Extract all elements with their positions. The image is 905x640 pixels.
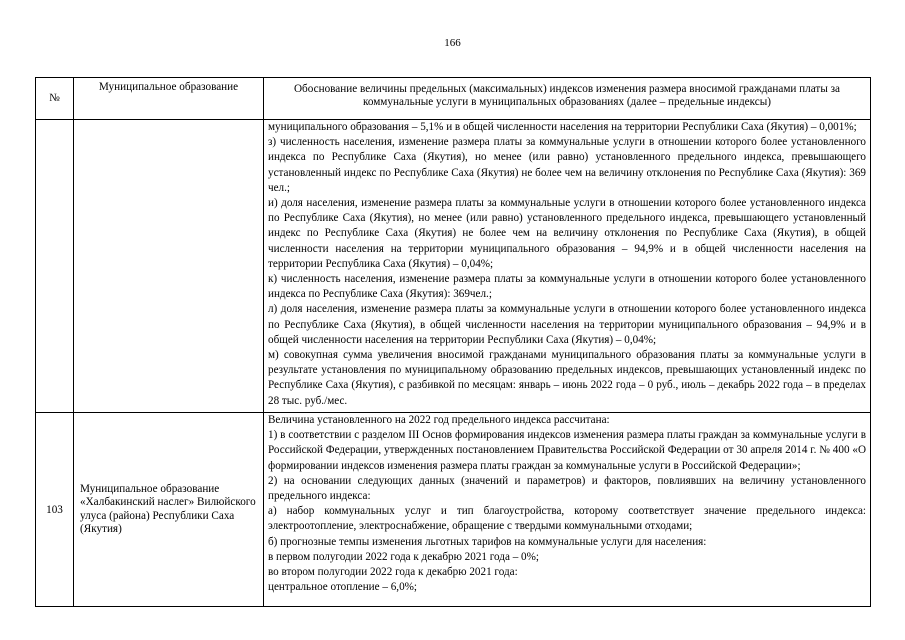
justification-paragraph: м) совокупная сумма увеличения вносимой гражданами муниципального образования платы за коммунальные услуги в результате установления по муниципальному образованию предельных индексов, превышающих установленный индекс по Республике Саха (Якутия), с разбивкой по месяцам: январь – июнь 2022 года – 0 руб., июль – декабрь 2022 года – в пределах 28 тыс. руб./мес.: [268, 349, 866, 407]
justification-paragraph: Величина установленного на 2022 год предельного индекса рассчитана:: [268, 414, 610, 426]
header-municipality: Муниципальное образование: [74, 78, 264, 120]
justification-paragraph: к) численность населения, изменение размера платы за коммунальные услуги в отношении которого более установленного индекса по Республике Саха (Якутия): 369чел.;: [268, 273, 866, 301]
page-number: 166: [444, 37, 461, 49]
row-number-cell: 103: [36, 413, 74, 607]
justification-paragraph: л) доля населения, изменение размера платы за коммунальные услуги в отношении которого более установленного индекса по Республике Саха (Якутия), в общей численности населения на территории муниципального образования – 94,9% и в общей численности населения на территории Республики Саха (Якутия) – 0,04%;: [268, 303, 866, 346]
justification-paragraph: 2) на основании следующих данных (значений и параметров) и факторов, повлиявших на величину установленного предельного индекса:: [268, 474, 866, 503]
row-municipality-cell: Муниципальное образование «Халбакинский наслег» Вилюйского улуса (района) Республики Саха (Якутия): [74, 413, 264, 607]
justification-table: [35, 77, 871, 607]
justification-paragraph: во втором полугодии 2022 года к декабрю 2021 года:: [268, 566, 518, 579]
header-number: №: [36, 78, 74, 120]
table-row: [36, 413, 871, 607]
justification-paragraph: 1) в соответствии с разделом III Основ формирования индексов изменения размера платы граждан за коммунальные услуги в Российской Федерации, утвержденных постановлением Правительства Российской Федерации от 30 апреля 2014 г. № 400 «О формировании индексов изменения размера платы граждан за коммунальные услуги в Российской Федерации»;: [268, 429, 866, 472]
justification-paragraph: центральное отопление – 6,0%;: [268, 581, 418, 594]
table-header-row: [36, 78, 871, 120]
row-municipality-cell: [74, 120, 264, 413]
justification-paragraph: муниципального образования – 5,1% и в общей численности населения на территории Республики Саха (Якутия) – 0,001%;: [268, 121, 857, 133]
table-row: [36, 120, 871, 413]
row-number-cell: [36, 120, 74, 413]
row-justification-cell: [264, 413, 871, 607]
justification-paragraph: а) набор коммунальных услуг и тип благоустройства, которому соответствует значение предельного индекса: электроотопление, электроснабжение, обращение с твердыми коммунальными отходами;: [268, 505, 866, 533]
justification-paragraph: б) прогнозные темпы изменения льготных тарифов на коммунальные услуги для населения:: [268, 535, 707, 548]
justification-paragraph: з) численность населения, изменение размера платы за коммунальные услуги в отношении которого более установленного индекса по Республике Саха (Якутия), но менее (или равно) установленного предельного индекса, превышающего установленный индекс по Республике Саха (Якутия) не более чем на величину отклонения по Республике Саха (Якутия): 369 чел.;: [268, 136, 866, 194]
header-justification: Обоснование величины предельных (максимальных) индексов изменения размера вносимой гражданами платы за коммунальные услуги в муниципальных образованиях (далее – предельные индексы): [264, 78, 871, 120]
justification-paragraph: и) доля населения, изменение размера платы за коммунальные услуги в отношении которого более установленного индекса по Республике Саха (Якутия), но менее (или равно) установленного предельного индекса, превышающего установленный индекс по Республике Саха (Якутия) не более чем на величину отклонения по Республике Саха (Якутия), в общей численности населения на территории муниципального образования – 94,9% и в общей численности населения на территории Республика Саха (Якутия) – 0,04%;: [268, 197, 866, 270]
row-justification-cell: [264, 120, 871, 413]
justification-paragraph: в первом полугодии 2022 года к декабрю 2021 года – 0%;: [268, 550, 539, 563]
